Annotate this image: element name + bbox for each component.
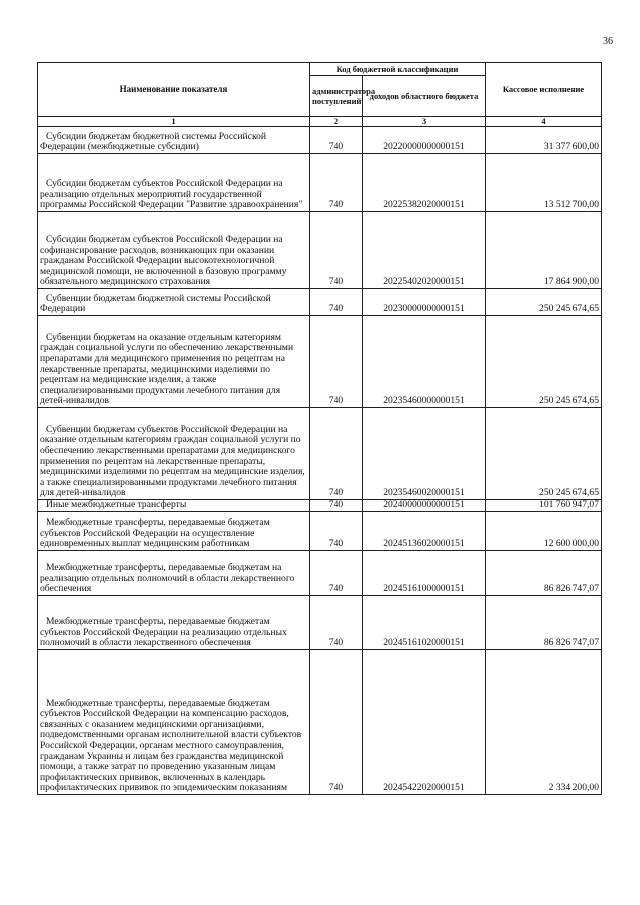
row-revenue-code: 20245136020000151 (363, 512, 486, 551)
row-name: Межбюджетные трансферты, передаваемые бюджетам субъектов Российской Федерации на компенсацию расходов, связанных с оказанием медицинскими организациями, подведомственными органам исполнительной власти субъектов Российской Федерации, органам местного самоуправления, гражданам Украины и лицам без гражданства медицинской помощи, а также затрат по проведению указанным лицам профилактических прививок, включенных в календарь профилактических прививок по эпидемическим показаниям (38, 650, 310, 795)
row-amount: 250 245 674,65 (486, 408, 602, 500)
column-number: 3 (363, 117, 486, 127)
row-amount: 17 864 900,00 (486, 212, 602, 289)
row-admin-code: 740 (310, 408, 363, 500)
table-row (38, 650, 602, 795)
row-admin-code: 740 (310, 127, 363, 154)
row-name: Субсидии бюджетам бюджетной системы Российской Федерации (межбюджетные субсидии) (38, 127, 310, 154)
row-amount: 86 826 747,07 (486, 551, 602, 596)
row-revenue-code: 20240000000000151 (363, 500, 486, 512)
row-revenue-code: 20225402020000151 (363, 212, 486, 289)
row-amount: 101 760 947,07 (486, 500, 602, 512)
table-row (38, 316, 602, 408)
row-name: Межбюджетные трансферты, передаваемые бюджетам субъектов Российской Федерации на реализацию отдельных полномочий в области лекарственного обеспечения (38, 596, 310, 650)
row-revenue-code: 20230000000000151 (363, 289, 486, 316)
row-name: Иные межбюджетные трансферты (38, 500, 310, 512)
header-code-group: Код бюджетной классификации (310, 63, 486, 76)
column-number: 1 (38, 117, 310, 127)
table-row (38, 500, 602, 512)
column-number: 2 (310, 117, 363, 127)
row-admin-code: 740 (310, 154, 363, 212)
row-amount: 250 245 674,65 (486, 316, 602, 408)
row-revenue-code: 20245161000000151 (363, 551, 486, 596)
row-amount: 86 826 747,07 (486, 596, 602, 650)
page-number: 36 (603, 36, 613, 47)
row-name: Субвенции бюджетам субъектов Российской Федерации на оказание отдельным категориям граждан социальной услуги по обеспечению лекарственными препаратами для медицинского применения по рецептам на лекарственные препараты, медицинскими изделиями по рецептам на медицинские изделия, а также специализированными продуктами лечебного питания для детей-инвалидов (38, 408, 310, 500)
row-admin-code: 740 (310, 316, 363, 408)
row-name: Субвенции бюджетам на оказание отдельным категориям граждан социальной услуги по обеспечению лекарственными препаратами для медицинского применения по рецептам на лекарственные препараты, медицинскими изделиями по рецептам на медицинские изделия, а также специализированными продуктами лечебного питания для детей-инвалидов (38, 316, 310, 408)
row-amount: 31 377 600,00 (486, 127, 602, 154)
table-row (38, 212, 602, 289)
row-admin-code: 740 (310, 289, 363, 316)
table-row (38, 512, 602, 551)
budget-table (37, 62, 602, 795)
row-admin-code: 740 (310, 650, 363, 795)
row-admin-code: 740 (310, 500, 363, 512)
table-row (38, 154, 602, 212)
row-revenue-code: 20235460000000151 (363, 316, 486, 408)
row-admin-code: 740 (310, 551, 363, 596)
row-name: Субвенции бюджетам бюджетной системы Российской Федерации (38, 289, 310, 316)
row-name: Субсидии бюджетам субъектов Российской Федерации на реализацию отдельных мероприятий государственной программы Российской Федерации "Развитие здравоохранения" (38, 154, 310, 212)
row-revenue-code: 20235460020000151 (363, 408, 486, 500)
row-admin-code: 740 (310, 512, 363, 551)
row-amount: 13 512 700,00 (486, 154, 602, 212)
table-row (38, 408, 602, 500)
row-name: Межбюджетные трансферты, передаваемые бюджетам субъектов Российской Федерации на осуществление единовременных выплат медицинским работникам (38, 512, 310, 551)
row-revenue-code: 20245161020000151 (363, 596, 486, 650)
row-admin-code: 740 (310, 596, 363, 650)
row-amount: 250 245 674,65 (486, 289, 602, 316)
row-admin-code: 740 (310, 212, 363, 289)
row-revenue-code: 20220000000000151 (363, 127, 486, 154)
table-row (38, 289, 602, 316)
row-amount: 12 600 000,00 (486, 512, 602, 551)
header-revenue-code: доходов областного бюджета (363, 76, 486, 117)
table-row (38, 551, 602, 596)
header-cash-execution: Кассовое исполнение (486, 63, 602, 117)
row-name: Субсидии бюджетам субъектов Российской Федерации на софинансирование расходов, возникающих при оказании гражданам Российской Федерации высокотехнологичной медицинской помощи, не включенной в базовую программу обязательного медицинского страхования (38, 212, 310, 289)
table-row (38, 127, 602, 154)
row-revenue-code: 20225382020000151 (363, 154, 486, 212)
header-administrator: администратора поступлений (310, 76, 363, 117)
header-indicator-name: Наименование показателя (38, 63, 310, 117)
row-name: Межбюджетные трансферты, передаваемые бюджетам на реализацию отдельных полномочий в области лекарственного обеспечения (38, 551, 310, 596)
row-amount: 2 334 200,00 (486, 650, 602, 795)
row-revenue-code: 20245422020000151 (363, 650, 486, 795)
table-row (38, 596, 602, 650)
column-number-row (38, 117, 602, 127)
column-number: 4 (486, 117, 602, 127)
